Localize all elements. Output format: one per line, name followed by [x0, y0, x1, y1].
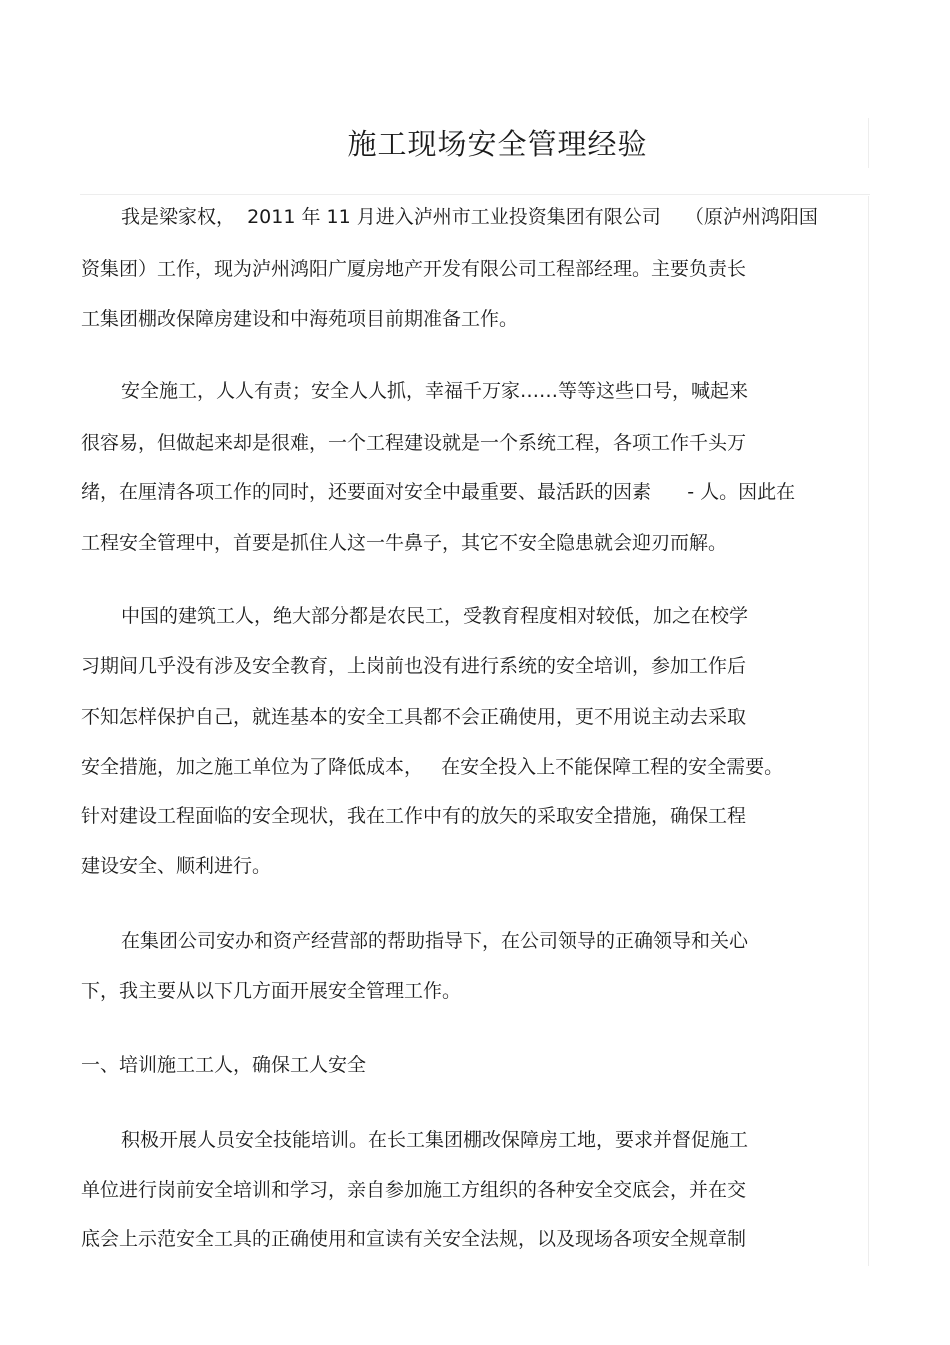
- paragraph-line: 工程安全管理中，首要是抓住人这一牛鼻子，其它不安全隐患就会迎刃而解。: [81, 532, 728, 554]
- document-title: 施工现场安全管理经验: [347, 127, 648, 161]
- margin-line-right: [868, 196, 869, 1266]
- paragraph-line: 下，我主要从以下几方面开展安全管理工作。: [81, 980, 462, 1002]
- paragraph-line: 针对建设工程面临的安全现状，我在工作中有的放矢的采取安全措施，确保工程: [81, 805, 747, 827]
- paragraph-line: 安全施工，人人有责；安全人人抓，幸福千万家……等等这些口号，喊起来: [121, 380, 749, 402]
- paragraph-line: 工集团棚改保障房建设和中海苑项目前期准备工作。: [81, 308, 519, 330]
- paragraph-line: 安全措施，加之施工单位为了降低成本， 在安全投入上不能保障工程的安全需要。: [81, 756, 784, 778]
- paragraph-line: 我是梁家权， 2011 年 11 月进入泸州市工业投资集团有限公司 （原泸州鸿阳国: [121, 206, 818, 228]
- paragraph-line: 底会上示范安全工具的正确使用和宣读有关安全法规，以及现场各项安全规章制: [81, 1228, 747, 1250]
- paragraph-line: 在集团公司安办和资产经营部的帮助指导下，在公司领导的正确领导和关心: [121, 930, 749, 952]
- paragraph-line: 单位进行岗前安全培训和学习，亲自参加施工方组织的各种安全交底会，并在交: [81, 1179, 747, 1201]
- paragraph-line: 中国的建筑工人，绝大部分都是农民工，受教育程度相对较低，加之在校学: [121, 605, 749, 627]
- paragraph-line: 资集团）工作，现为泸州鸿阳广厦房地产开发有限公司工程部经理。主要负责长: [81, 258, 747, 280]
- paragraph-line: 习期间几乎没有涉及安全教育，上岗前也没有进行系统的安全培训，参加工作后: [81, 655, 747, 677]
- header-divider: [80, 194, 870, 195]
- paragraph-line: 很容易，但做起来却是很难，一个工程建设就是一个系统工程，各项工作千头万: [81, 432, 747, 454]
- paragraph-line: 建设安全、顺利进行。: [81, 855, 272, 877]
- paragraph-line: 不知怎样保护自己，就连基本的安全工具都不会正确使用，更不用说主动去采取: [81, 706, 747, 728]
- paragraph-line: 积极开展人员安全技能培训。在长工集团棚改保障房工地，要求并督促施工: [121, 1129, 749, 1151]
- section-heading: 一、培训施工工人，确保工人安全: [81, 1054, 367, 1076]
- paragraph-line: 绪，在厘清各项工作的同时，还要面对安全中最重要、最活跃的因素 - 人。因此在: [81, 481, 796, 503]
